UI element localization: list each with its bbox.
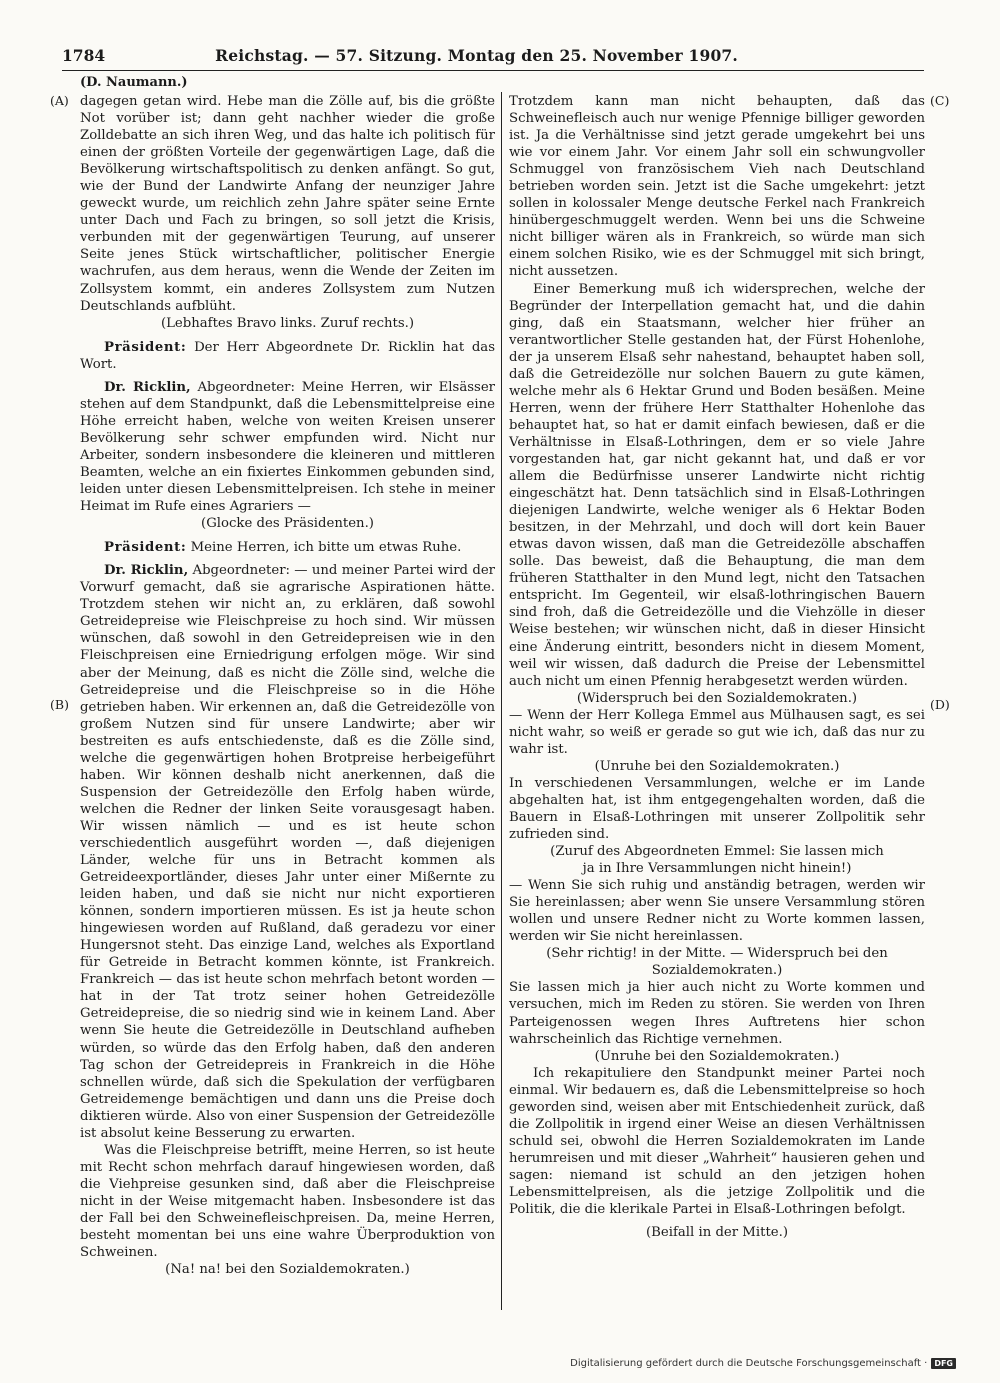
paragraph <box>80 379 495 515</box>
header-rule <box>62 70 924 71</box>
interjection: (Unruhe bei den Sozialdemokraten.) <box>594 1048 840 1064</box>
paragraph-text: Meine Herren, ich bitte um etwas Ruhe. <box>190 540 462 556</box>
interjection: (Lebhaftes Bravo links. Zuruf rechts.) <box>160 315 415 331</box>
page-header <box>62 46 924 65</box>
speaker-tag: (D. Naumann.) <box>80 75 188 90</box>
paragraph-text: Abgeordneter: Meine Herren, wir Elsässer stehen auf dem Standpunkt, daß die Lebensmittelpreise eine Höhe erreicht haben, welche von weiten Kreisen unserer Bevölkerung sehr schwer empfunden wird. Nicht nur Arbeiter, sondern insbesondere die kleineren und mittleren Beamten, welche an ein fixiertes Einkommen gebunden sind, leiden unter diesen Lebensmittelpreisen. Ich stehe in meiner Heimat im Rufe eines Agrariers — <box>80 379 495 515</box>
interjection: (Glocke des Präsidenten.) <box>201 516 374 532</box>
right-column <box>509 93 925 1241</box>
paragraph: Einer Bemerkung muß ich widersprechen, welche der Begründer der Interpellation gemacht hat, und die dahin ging, daß ein Staatsmann, welcher hier früher an verantwortlicher Stelle gestanden hat, der Fürst Hohenlohe, der ja unserem Elsaß sehr nahestand, behauptet haben soll, daß die Getreidezölle nur solchen Bauern zu gute kämen, welche mehr als 6 Hektar Grund und Boden besäßen. Meine Herren, wenn der frühere Herr Statthalter Hohenlohe das behauptet hat, so hat er damit einfach bewiesen, daß er die Verhältnisse in Elsaß-Lothringen, dem er so viele Jahre vorgestanden hat, gar nicht gekannt hat, und daß er vor allem die Bedürfnisse unserer Landwirte nicht richtig eingeschätzt hat. Denn tatsächlich sind in Elsaß-Lothringen diejenigen Landwirte, welche weniger als 6 Hektar Boden besitzen, in der Mehrzahl, und doch will dort kein Bauer etwas davon wissen, daß man die Getreidezölle abschaffen solle. Das beweist, daß die Behauptung, die man dem früheren Statthalter in den Mund legt, nicht den Tatsachen entspricht. Im Gegenteil, wir elsaß-lothringischen Bauern sind froh, daß die Getreidezölle und die Viehzölle in dieser Weise bestehen; wir wünschen nicht, daß in dieser Hinsicht eine Änderung eintritt, besonders nicht in diesem Moment, weil wir wissen, daß dadurch die Preise der Lebensmittel auch nicht um einen Pfennig herabgesetzt werden würden. <box>509 281 925 689</box>
page-number: 1784 <box>62 46 106 65</box>
running-head: Reichstag. — 57. Sitzung. Montag den 25. November 1907. <box>215 46 739 65</box>
interjection: (Zuruf des Abgeordneten Emmel: Sie lassen mich <box>550 844 884 860</box>
paragraph: Was die Fleischpreise betrifft, meine Herren, so ist heute mit Recht schon mehrfach darauf hingewiesen worden, daß die Viehpreise gesunken sind, daß aber die Fleischpreise nicht in der Weise mitgemacht haben. Insbesondere ist das der Fall bei den Schweinefleischpreisen. Da, meine Herren, besteht momentan bei uns eine wahre Überproduktion von Schweinen. <box>80 1142 495 1261</box>
interjection: (Sehr richtig! in der Mitte. — Widerspruch bei den <box>546 946 888 962</box>
paragraph: — Wenn der Herr Kollega Emmel aus Mülhausen sagt, es sei nicht wahr, so weiß er gerade so gut wie ich, daß das nur zu wahr ist. <box>509 707 925 757</box>
margin-marker-d: (D) <box>930 697 950 712</box>
paragraph: In verschiedenen Versammlungen, welche er im Lande abgehalten hat, ist ihm entgegengehalten worden, daß die Bauern in Elsaß-Lothringen mit unserer Zollpolitik sehr zufrieden sind. <box>509 775 925 843</box>
paragraph <box>80 339 495 373</box>
paragraph-text: Der Herr Abgeordnete Dr. Ricklin hat das Wort. <box>80 339 495 372</box>
interjection: Sozialdemokraten.) <box>651 963 783 979</box>
speaker-name: Dr. Ricklin, <box>104 563 189 579</box>
paragraph: dagegen getan wird. Hebe man die Zölle auf, bis die größte Not vorüber ist; dann geht nachher wieder die große Zolldebatte an sich ihren Weg, und das halte ich politisch für einen der größten Vorteile der gegenwärtigen Lage, daß die Bevölkerung wirtschaftspolitisch zu denken anfängt. So gut, wie der Bund der Landwirte Anfang der neunziger Jahre geweckt wurde, um reichlich zehn Jahre später seine Ernte unter Dach und Fach zu bringen, so soll jetzt die Krisis, verbunden mit der gegenwärtigen Teurung, auf unserer Seite jenes Stück wirtschaftlicher, politischer Energie wachrufen, aus dem heraus, wenn die Wende der Zeiten im Zollsystem kommt, ein anderes Zollsystem zum Nutzen Deutschlands aufblüht. <box>80 94 495 314</box>
interjection: (Beifall in der Mitte.) <box>645 1225 788 1241</box>
paragraph: Trotzdem kann man nicht behaupten, daß das Schweinefleisch auch nur wenige Pfennige billiger geworden ist. Ja die Verhältnisse sind jetzt gerade umgekehrt bei uns wie vor einem Jahr. Vor einem Jahr soll ein schwungvoller Schmuggel von französischem Vieh nach Deutschland betrieben worden sein. Jetzt ist die Sache umgekehrt: jetzt sollen in kolossaler Menge deutsche Ferkel nach Frankreich hinübergeschmuggelt werden. Wenn bei uns die Schweine nicht billiger wären als in Frankreich, so würde man sich einem solchen Risiko, wie es der Schmuggel mit sich bringt, nicht aussetzen. <box>509 94 925 280</box>
speaker-label: Präsident: <box>104 339 187 355</box>
paragraph <box>80 562 495 1142</box>
paragraph: Ich rekapituliere den Standpunkt meiner Partei noch einmal. Wir bedauern es, daß die Lebensmittelpreise so hoch geworden sind, weisen aber mit Entschiedenheit zurück, daß die Zollpolitik in irgend einer Weise an diesen Verhältnissen schuld sei, obwohl die Herren Sozialdemokraten im Lande herumreisen und mit dieser „Wahrheit“ hausieren gehen und sagen: niemand ist schuld an den jetzigen hohen Lebensmittelpreisen, als die jetzige Zollpolitik und die Politik, die die klerikale Partei in Elsaß-Lothringen befolgt. <box>509 1065 925 1218</box>
footer-text: Digitalisierung gefördert durch die Deutsche Forschungsgemeinschaft · <box>570 1358 928 1369</box>
paragraph: — Wenn Sie sich ruhig und anständig betragen, werden wir Sie hereinlassen; aber wenn Sie unsere Versammlung stören wollen und unsere Redner nicht zu Worte kommen lassen, werden wir Sie nicht hereinlassen. <box>509 878 925 945</box>
speaker-name: Dr. Ricklin, <box>104 379 191 395</box>
left-column <box>80 93 495 1278</box>
margin-marker-a: (A) <box>50 93 69 108</box>
paragraph <box>80 539 495 556</box>
column-divider <box>501 92 502 1310</box>
margin-marker-c: (C) <box>930 93 950 108</box>
paragraph-text: Abgeordneter: — und meiner Partei wird der Vorwurf gemacht, daß sie agrarische Aspirationen hätte. Trotzdem stehen wir nicht an, zu erklären, daß sowohl Getreidepreise wie Fleischpreise zu hoch sind. Wir müssen wünschen, daß sowohl in den Getreidepreisen wie in den Fleischpreisen eine Erniedrigung erfolgen möge. Wir sind aber der Meinung, daß es nicht die Zölle sind, welche die Getreidepreise und die Fleischpreise so in die Höhe getrieben haben. Wir erkennen an, daß die Getreidezölle von großem Nutzen sind für unsere Landwirte; aber wir bestreiten es aufs entschiedenste, daß es die Zölle sind, welche die gegenwärtigen hohen Brotpreise herbeigeführt haben. Wir können deshalb nicht anerkennen, daß die Suspension der Getreidezölle den Erfolg haben würde, welchen die Redner der linken Seite vorausgesagt haben. Wir wissen nämlich — und es ist heute schon verschiedentlich ausgeführt worden —, daß diejenigen Länder, welche für uns in Betracht kommen als Getreideexportländer, dieses Jahr unter einer Mißernte zu leiden haben, und daß sie nicht nur nicht exportieren können, sondern importieren müssen. Es ist ja heute schon hingewiesen worden auf Rußland, daß geradezu vor einer Hungersnot steht. Das einzige Land, welches als Exportland für Getreide in Betracht kommen könnte, ist Frankreich. Frankreich — das ist heute schon mehrfach betont worden — hat in der Tat trotz seiner hohen Getreidezölle Getreidepreise, die so niedrig sind wie in keinem Land. Aber wenn Sie heute die Getreidezölle in Deutschland aufheben würden, so würde das den Erfolg haben, daß den anderen Tag schon der Getreidepreis in Frankreich in die Höhe schnellen würde, daß sich die Spekulation der verfügbaren Getreidemenge bemächtigen und dann uns die Preise doch diktieren würde. Also von einer Suspension der Getreidezölle ist absolut keine Besserung zu erwarten. <box>80 563 495 1141</box>
dfg-logo: DFG <box>931 1358 956 1369</box>
margin-marker-b: (B) <box>50 697 69 712</box>
paragraph: Sie lassen mich ja hier auch nicht zu Worte kommen und versuchen, mich im Reden zu stören. Sie werden von Ihren Parteigenossen wegen Ihres Auftretens hier schon wahrscheinlich das Richtige vernehmen. <box>509 980 925 1047</box>
digitization-footer <box>570 1358 956 1369</box>
interjection: (Unruhe bei den Sozialdemokraten.) <box>594 758 840 774</box>
interjection: (Na! na! bei den Sozialdemokraten.) <box>165 1262 410 1278</box>
speaker-label: Präsident: <box>104 540 187 556</box>
interjection: ja in Ihre Versammlungen nicht hinein!) <box>582 861 852 877</box>
interjection: (Widerspruch bei den Sozialdemokraten.) <box>576 690 858 706</box>
